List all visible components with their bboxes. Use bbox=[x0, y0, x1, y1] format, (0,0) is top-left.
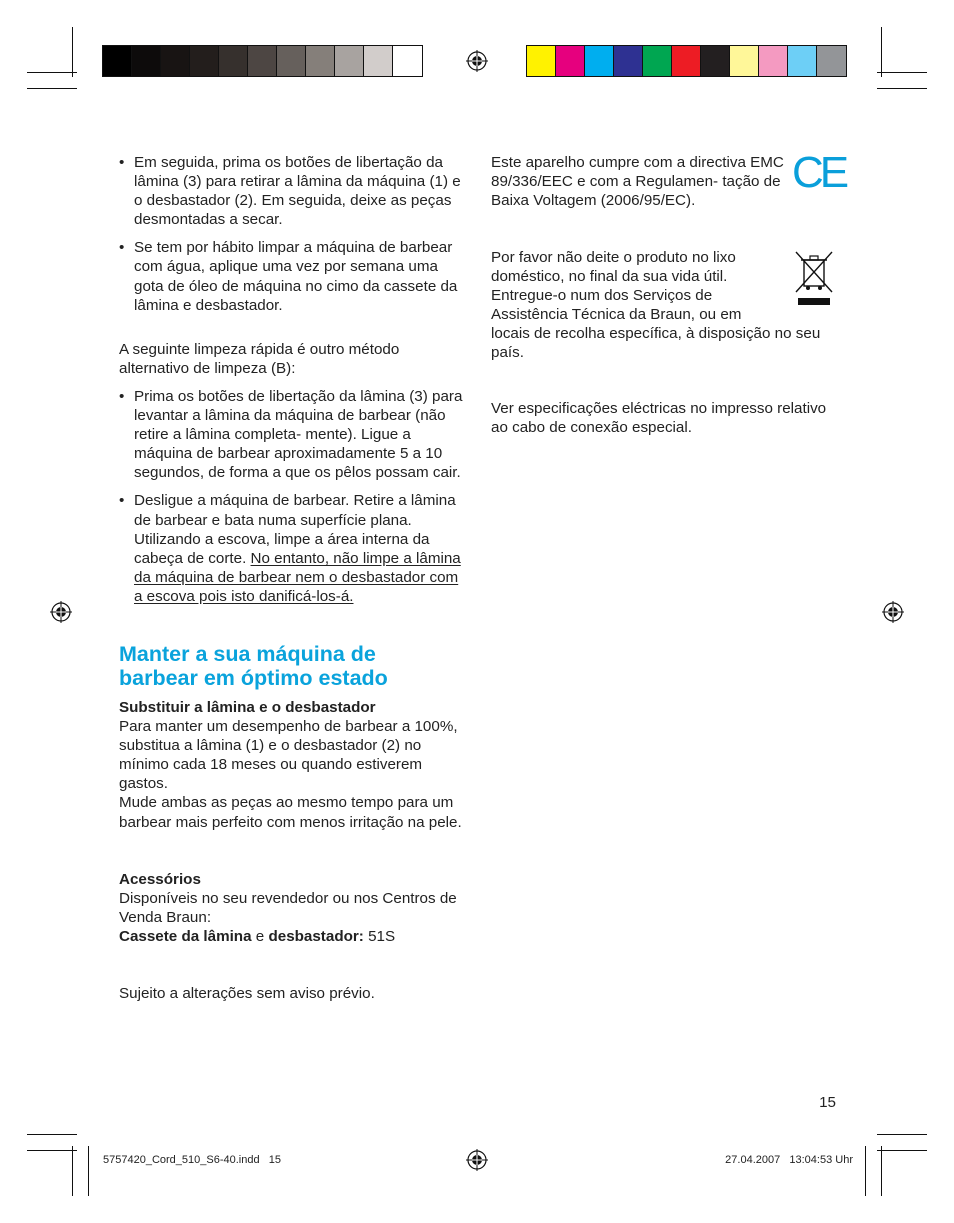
color-swatch bbox=[556, 46, 585, 76]
warning-text: No entanto, não limpe a lâmina da máquina de barbear nem o desbastador com a escova pois isto danificá-los-á. bbox=[134, 549, 461, 605]
process-color-bar bbox=[526, 45, 847, 77]
list-item bbox=[119, 491, 469, 606]
color-swatch bbox=[788, 46, 817, 76]
color-swatch bbox=[306, 46, 335, 76]
quick-clean-intro: A seguinte limpeza rápida é outro método alternativo de limpeza (B): bbox=[119, 340, 400, 377]
crop-mark bbox=[877, 1134, 927, 1135]
color-swatch bbox=[393, 46, 422, 76]
quick-clean-list bbox=[119, 387, 469, 606]
crop-mark bbox=[877, 1150, 927, 1151]
registration-mark-icon bbox=[882, 601, 904, 623]
color-swatch bbox=[103, 46, 132, 76]
color-swatch bbox=[643, 46, 672, 76]
replace-body: Mude ambas as peças ao mesmo tempo para um barbear mais perfeito com menos irritação na pele. bbox=[119, 794, 462, 831]
crop-mark bbox=[27, 1134, 77, 1135]
color-swatch bbox=[248, 46, 277, 76]
color-swatch bbox=[364, 46, 393, 76]
crop-mark bbox=[27, 88, 77, 89]
crop-mark bbox=[877, 88, 927, 89]
color-swatch bbox=[759, 46, 788, 76]
footer-filename: 5757420_Cord_510_S6-40.indd 15 bbox=[103, 1154, 281, 1166]
disclaimer: Sujeito a alterações sem aviso prévio. bbox=[119, 985, 375, 1002]
page-number: 15 bbox=[819, 1094, 836, 1111]
accessories-item bbox=[119, 927, 469, 946]
gray-color-bar bbox=[102, 45, 423, 77]
color-swatch bbox=[219, 46, 248, 76]
crop-mark bbox=[27, 1150, 77, 1151]
accessories-body: Disponíveis no seu revendedor ou nos Centros de Venda Braun: bbox=[119, 889, 457, 926]
color-swatch bbox=[672, 46, 701, 76]
color-swatch bbox=[730, 46, 759, 76]
replace-title: Substituir a lâmina e o desbastador bbox=[119, 698, 376, 716]
section-heading: Manter a sua máquina de barbear em óptimo estado bbox=[119, 641, 388, 691]
electrical-spec-text: Ver especificações eléctricas no impresso relativo ao cabo de conexão especial. bbox=[491, 400, 827, 437]
disposal-body: Por favor não deite o produto no lixo doméstico, no final da sua vida útil. Entregue-o num dos Serviços de Assistência Técnica da Braun, ou em locais de recolha específica, à disposição no seu país. bbox=[491, 249, 821, 362]
color-swatch bbox=[277, 46, 306, 76]
registration-mark-icon bbox=[466, 1149, 488, 1171]
left-column bbox=[119, 153, 469, 1003]
crop-mark bbox=[881, 27, 882, 77]
color-swatch bbox=[335, 46, 364, 76]
crop-mark bbox=[72, 1146, 73, 1196]
registration-mark-icon bbox=[50, 601, 72, 623]
disposal-text bbox=[491, 248, 836, 363]
color-swatch bbox=[190, 46, 219, 76]
accessory-name: Cassete da lâmina bbox=[119, 927, 252, 945]
cleaning-steps-list bbox=[119, 153, 469, 315]
crop-mark bbox=[72, 27, 73, 77]
crop-mark bbox=[865, 1146, 866, 1196]
ce-compliance-text: Este aparelho cumpre com a directiva EMC 89/336/EEC e com a Regulamen- tação de Baixa Voltagem (2006/95/EC). bbox=[491, 154, 784, 210]
color-swatch bbox=[614, 46, 643, 76]
color-swatch bbox=[585, 46, 614, 76]
color-swatch bbox=[132, 46, 161, 76]
crop-mark bbox=[27, 72, 77, 73]
color-swatch bbox=[161, 46, 190, 76]
color-swatch bbox=[527, 46, 556, 76]
crop-mark bbox=[877, 72, 927, 73]
registration-mark-icon bbox=[466, 50, 488, 72]
replace-body: Para manter um desempenho de barbear a 100%, substitua a lâmina (1) e o desbastador (2) no mínimo cada 18 meses ou quando estiverem gastos. bbox=[119, 718, 458, 793]
accessory-code: 51S bbox=[368, 927, 396, 945]
list-item: • Se tem por hábito limpar a máquina de barbear com água, aplique uma vez por semana uma gota de óleo de máquina no cimo da cassete da lâmina e desbastador. bbox=[119, 238, 469, 314]
accessory-name: desbastador: bbox=[268, 927, 364, 945]
list-item-text: Desligue a máquina de barbear. Retire a lâmina de barbear e bata numa superfície plana. Utilizando a escova, limpe a área interna da cabeça de corte. bbox=[134, 492, 456, 567]
crop-mark bbox=[88, 1146, 89, 1196]
crop-mark bbox=[881, 1146, 882, 1196]
color-swatch bbox=[817, 46, 846, 76]
accessory-conjunction: e bbox=[255, 927, 265, 945]
footer-timestamp: 27.04.2007 13:04:53 Uhr bbox=[725, 1154, 853, 1166]
color-swatch bbox=[701, 46, 730, 76]
list-item: • Em seguida, prima os botões de libertação da lâmina (3) para retirar a lâmina da máquina (1) e o desbastador (2). Em seguida, deixe as peças desmontadas a secar. bbox=[119, 153, 469, 229]
ce-mark-icon: CE bbox=[792, 148, 846, 197]
weee-bin-icon bbox=[792, 248, 836, 308]
accessories-title: Acessórios bbox=[119, 870, 201, 888]
list-item: • Prima os botões de libertação da lâmina (3) para levantar a lâmina da máquina de barbear (não retire a lâmina completa- mente). Ligue a máquina de barbear aproximadamente 5 a 10 segundos, de forma a que os pêlos possam cair. bbox=[119, 387, 469, 482]
